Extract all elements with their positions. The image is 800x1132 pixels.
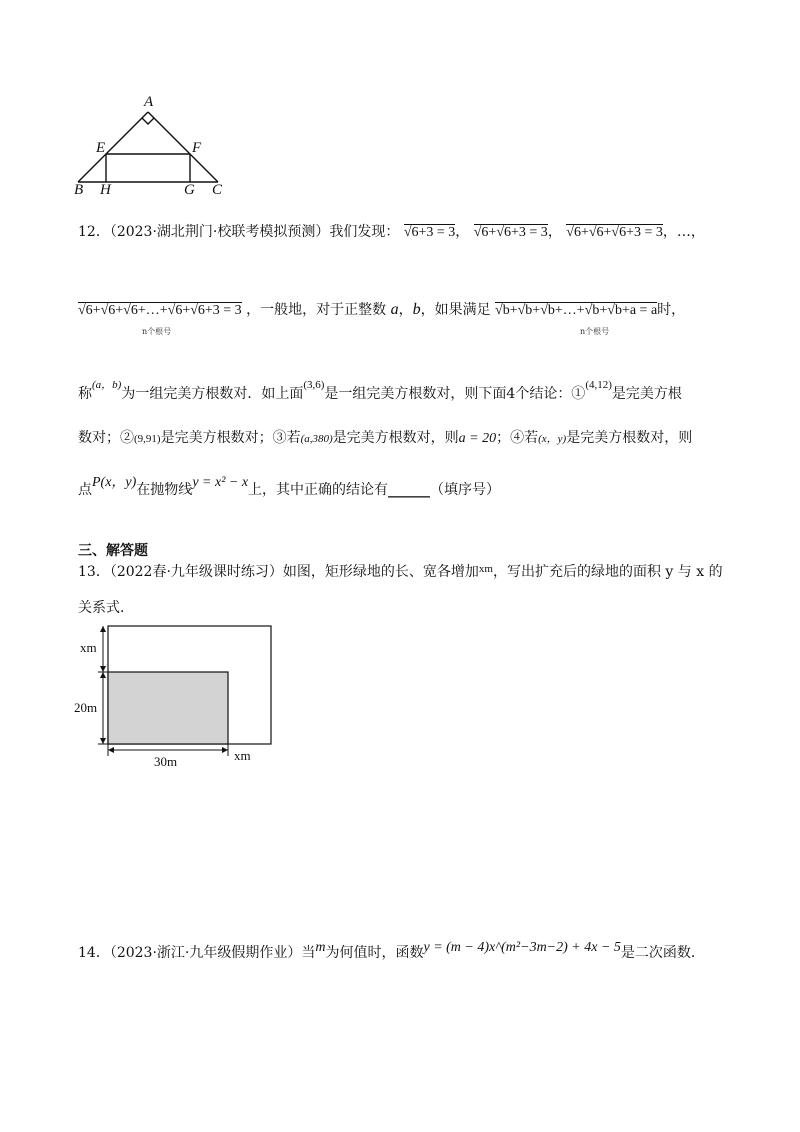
label-a: A (144, 94, 154, 110)
q12-line5-d: （填序号） (430, 482, 501, 498)
q12-line1: 12．（2023·湖北荆门·校联考模拟预测）我们发现： √6+3 = 3， √6+√6+3 = 3， √6+√6+√6+3 = 3，…， (78, 224, 705, 240)
q12-line3-b: 为一组完美方根数对．如上面 (121, 386, 304, 402)
label-xm-bottom: xm (234, 748, 251, 763)
label-xm-left: xm (80, 640, 97, 655)
q14-var-m: m (315, 940, 326, 955)
q13-text-a: 如图，矩形绿地的长、宽各增加 (282, 564, 479, 580)
q14-source: （2023·浙江·九年级假期作业） (109, 945, 302, 961)
q12-var-a: a (390, 301, 399, 318)
q14-number: 14． (78, 945, 110, 961)
q14-text-a: 当 (301, 945, 316, 961)
q12-line4-a: 数对；② (78, 430, 134, 446)
section3-title: 三、解答题 (78, 543, 148, 559)
label-30m: 30m (154, 754, 178, 769)
q13-source: （2022春·九年级课时练习） (109, 564, 283, 580)
triangle-figure (70, 92, 230, 202)
q12-parabola: y = x² − x (192, 475, 249, 490)
q12-line3-c: 是一组完美方根数对，则下面4个结论：① (324, 386, 586, 402)
q12-cond-note: n个根号 (580, 327, 610, 336)
q12-intro: 我们发现： (329, 224, 400, 240)
q14-function: y = (m − 4)x^(m²−3m−2) + 4x − 5 (423, 940, 621, 955)
q12-general-text: ，一般地，对于正整数 (246, 302, 387, 318)
q12-cond-eq: √b+√b+√b+…+√b+√b+a = a (495, 303, 658, 318)
q12-eq1: √6+3 = 3 (403, 225, 456, 240)
q13-rectangle-figure (74, 624, 284, 770)
q12-var-b: b (412, 301, 421, 318)
q13-line2: 关系式． (78, 600, 134, 616)
q12-answer-blank[interactable]: ______ (388, 482, 431, 498)
label-g: G (184, 182, 195, 198)
label-b: B (74, 182, 84, 198)
q12-line4-b: 是完美方根数对；③若 (160, 430, 301, 446)
q12-eq2: √6+√6+3 = 3 (473, 225, 548, 240)
q12-line5 (78, 475, 501, 501)
q12-ellipsis: ，…， (662, 224, 705, 240)
q13-unit-xm: xm (478, 563, 493, 575)
q12-line3-a: 称 (78, 386, 92, 402)
q12-pair-412: (4,12) (585, 379, 612, 391)
label-c: C (212, 182, 223, 198)
rectangle-diagram (74, 624, 284, 770)
q13-text-b: ，写出扩充后的绿地的面积 y 与 x 的 (492, 564, 723, 580)
q12-general-eq: √6+√6+√6+…+√6+√6+3 = 3 (78, 303, 242, 318)
q12-line3-d: 是完美方根 (611, 386, 682, 402)
q12-general-note: n个根号 (142, 327, 172, 336)
q12-pair-a380: (a,380) (300, 433, 333, 445)
q12-line3 (78, 379, 682, 405)
q12-cond-text: ，如果满足 (420, 302, 491, 318)
q12-line4-d: ；④若 (496, 430, 539, 446)
label-h: H (100, 182, 111, 198)
q12-line4 (78, 428, 692, 449)
q14-line1 (78, 940, 705, 964)
q12-pair-36: (3,6) (303, 379, 325, 391)
q12-pair-ab: (a，b) (92, 379, 122, 391)
label-20m: 20m (74, 700, 98, 715)
q13-number: 13． (78, 564, 110, 580)
q12-pair-xy: (x，y) (538, 433, 567, 445)
q12-source: （2023·湖北荆门·校联考模拟预测） (109, 224, 330, 240)
q12-line5-c: 上，其中正确的结论有 (248, 482, 389, 498)
q14-text-b: 为何值时，函数 (325, 945, 424, 961)
q14-text-c: 是二次函数． (620, 945, 705, 961)
label-e: E (96, 140, 106, 156)
q12-line2 (78, 300, 685, 321)
q12-line4-c: 是完美方根数对，则 (332, 430, 459, 446)
q12-line5-b: 在抛物线 (136, 482, 193, 498)
label-f: F (192, 140, 202, 156)
q12-number: 12． (78, 224, 110, 240)
q12-line4-e: 是完美方根数对，则 (566, 430, 693, 446)
q12-eq-a20: a = 20 (458, 431, 497, 446)
q12-point-p: P(x，y) (92, 475, 137, 490)
q12-eq3: √6+√6+√6+3 = 3 (566, 225, 663, 240)
q13-line1 (78, 562, 723, 583)
q12-line5-a: 点 (78, 482, 92, 498)
q12-sep: ， (398, 302, 413, 318)
q12-pair-991: (9,91) (134, 433, 161, 445)
q12-cond-end: 时， (657, 302, 686, 318)
